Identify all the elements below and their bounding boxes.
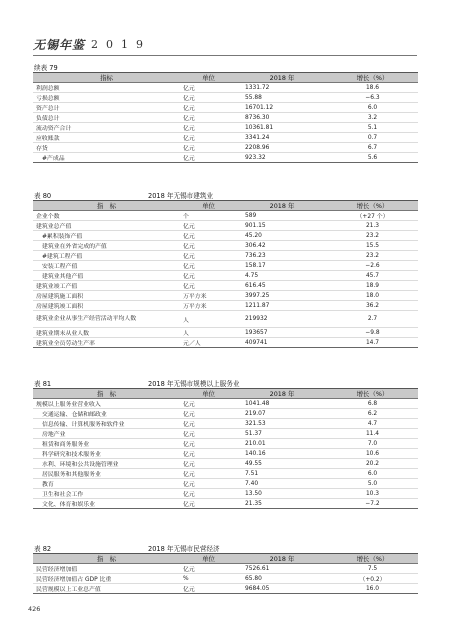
- value-cell: 55.88: [237, 93, 327, 103]
- indicator-column-header: 指 标: [33, 554, 180, 564]
- indicator-cell: 民营经济增加值: [33, 564, 180, 574]
- indicator-cell: 信息传输、计算机服务和软件业: [33, 419, 180, 429]
- growth-column-header: 增长（%）: [327, 389, 418, 399]
- indicator-cell: 安装工程产值: [33, 261, 180, 271]
- growth-cell: 15.5: [327, 241, 418, 251]
- unit-cell: 亿元: [180, 459, 237, 469]
- unit-cell: 亿元: [180, 143, 237, 153]
- indicator-cell: 卫生和社会工作: [33, 489, 180, 499]
- value-cell: 7.51: [237, 469, 327, 479]
- table-header-row: [33, 73, 418, 83]
- indicator-cell: 建筑业其他产值: [33, 271, 180, 281]
- indicator-cell: #累积装饰产值: [33, 231, 180, 241]
- unit-cell: 万平方米: [180, 301, 237, 311]
- table-title: 2018 年无锡市建筑业: [148, 192, 214, 200]
- unit-cell: 亿元: [180, 489, 237, 499]
- indicator-cell: 建筑业总产值: [33, 221, 180, 231]
- unit-cell: 亿元: [180, 469, 237, 479]
- yearbook-title: 无锡年鉴: [33, 37, 86, 52]
- table-row: [33, 143, 418, 153]
- value-cell: 45.20: [237, 231, 327, 241]
- table-row: [33, 311, 418, 328]
- table-title: 2018 年无锡市民营经济: [148, 545, 220, 553]
- growth-cell: 36.2: [327, 301, 418, 311]
- growth-cell: 5.6: [327, 153, 418, 163]
- growth-cell: 18.6: [327, 83, 418, 93]
- unit-cell: 亿元: [180, 83, 237, 93]
- growth-cell: 10.3: [327, 489, 418, 499]
- unit-cell: 亿元: [180, 251, 237, 261]
- growth-cell: （+27 个）: [327, 211, 418, 221]
- growth-cell: −7.2: [327, 499, 418, 509]
- table-row: [33, 419, 418, 429]
- unit-cell: 亿元: [180, 564, 237, 574]
- table-row: [33, 153, 418, 163]
- indicator-column-header: 指标: [33, 73, 180, 83]
- unit-cell: 个: [180, 211, 237, 221]
- unit-cell: 亿元: [180, 93, 237, 103]
- value-column-header: 2018 年: [237, 201, 327, 211]
- growth-cell: 23.2: [327, 231, 418, 241]
- growth-cell: 7.0: [327, 439, 418, 449]
- unit-cell: 亿元: [180, 281, 237, 291]
- value-cell: 16701.12: [237, 103, 327, 113]
- indicator-cell: 民营经济增加值占 GDP 比重: [33, 574, 180, 584]
- indicator-cell: 利润总额: [33, 83, 180, 93]
- table-row: [33, 261, 418, 271]
- growth-cell: 11.4: [327, 429, 418, 439]
- table-number: 续表 79: [34, 64, 58, 72]
- value-cell: 9684.05: [237, 584, 327, 594]
- unit-cell: 人: [180, 311, 237, 328]
- unit-cell: 亿元: [180, 153, 237, 163]
- value-cell: 49.55: [237, 459, 327, 469]
- unit-column-header: 单位: [180, 201, 237, 211]
- value-cell: 589: [237, 211, 327, 221]
- indicator-cell: #建筑工程产值: [33, 251, 180, 261]
- value-cell: 306.42: [237, 241, 327, 251]
- indicator-cell: 应收账款: [33, 133, 180, 143]
- table-row: [33, 301, 418, 311]
- growth-cell: 6.0: [327, 103, 418, 113]
- value-column-header: 2018 年: [237, 73, 327, 83]
- unit-cell: 亿元: [180, 231, 237, 241]
- growth-cell: 5.0: [327, 479, 418, 489]
- table-header-row: [33, 201, 418, 211]
- table-number: 表 81: [34, 380, 52, 388]
- value-column-header: 2018 年: [237, 389, 327, 399]
- indicator-cell: 建筑业在外省完成的产值: [33, 241, 180, 251]
- value-cell: 7.40: [237, 479, 327, 489]
- value-cell: 8736.30: [237, 113, 327, 123]
- value-cell: 321.53: [237, 419, 327, 429]
- growth-cell: 6.2: [327, 409, 418, 419]
- yearbook-year: 2019: [91, 37, 152, 51]
- table-row: [33, 584, 418, 594]
- unit-cell: 亿元: [180, 103, 237, 113]
- indicator-cell: 水利、环境和公共设施管理业: [33, 459, 180, 469]
- value-cell: 1041.48: [237, 399, 327, 409]
- value-cell: 219932: [237, 311, 327, 328]
- table-row: [33, 241, 418, 251]
- table-row: [33, 459, 418, 469]
- growth-cell: 18.0: [327, 291, 418, 301]
- indicator-cell: 民营规模以上工业总产值: [33, 584, 180, 594]
- indicator-cell: 交通运输、仓储和邮政业: [33, 409, 180, 419]
- value-cell: 7526.61: [237, 564, 327, 574]
- growth-column-header: 增长（%）: [327, 554, 418, 564]
- table-title: 2018 年无锡市规模以上服务业: [148, 380, 240, 388]
- growth-cell: 0.7: [327, 133, 418, 143]
- growth-cell: −2.6: [327, 261, 418, 271]
- table-row: [33, 449, 418, 459]
- table-row: [33, 291, 418, 301]
- growth-cell: 7.5: [327, 564, 418, 574]
- indicator-cell: 居民服务和其他服务业: [33, 469, 180, 479]
- table-row: [33, 211, 418, 221]
- indicator-cell: 房地产业: [33, 429, 180, 439]
- value-cell: 193657: [237, 328, 327, 338]
- growth-cell: −6.3: [327, 93, 418, 103]
- value-cell: 923.32: [237, 153, 327, 163]
- value-cell: 219.07: [237, 409, 327, 419]
- unit-cell: 亿元: [180, 123, 237, 133]
- unit-cell: 亿元: [180, 499, 237, 509]
- indicator-cell: 教育: [33, 479, 180, 489]
- indicator-cell: 企业个数: [33, 211, 180, 221]
- unit-cell: 亿元: [180, 584, 237, 594]
- table-row: [33, 328, 418, 338]
- indicator-cell: 建筑业企业从事生产经营活动平均人数: [33, 311, 180, 328]
- value-cell: 736.23: [237, 251, 327, 261]
- unit-cell: 亿元: [180, 409, 237, 419]
- indicator-cell: 资产总计: [33, 103, 180, 113]
- indicator-column-header: 指 标: [33, 201, 180, 211]
- table-row: [33, 564, 418, 574]
- value-column-header: 2018 年: [237, 554, 327, 564]
- table-row: [33, 103, 418, 113]
- table-row: [33, 574, 418, 584]
- table-row: [33, 479, 418, 489]
- unit-cell: 亿元: [180, 261, 237, 271]
- table-row: [33, 123, 418, 133]
- table-row: [33, 429, 418, 439]
- value-cell: 2208.96: [237, 143, 327, 153]
- value-cell: 3341.24: [237, 133, 327, 143]
- growth-cell: 16.0: [327, 584, 418, 594]
- value-cell: 1331.72: [237, 83, 327, 93]
- table-row: [33, 469, 418, 479]
- indicator-cell: 流动资产合计: [33, 123, 180, 133]
- table-row: [33, 251, 418, 261]
- table-number: 表 80: [34, 192, 52, 200]
- growth-cell: 21.3: [327, 221, 418, 231]
- table-row: [33, 409, 418, 419]
- statistics-table: [33, 200, 418, 348]
- table-row: [33, 231, 418, 241]
- value-cell: 4.75: [237, 271, 327, 281]
- table-row: [33, 489, 418, 499]
- value-cell: 901.15: [237, 221, 327, 231]
- value-cell: 65.80: [237, 574, 327, 584]
- page-number: 426: [28, 605, 41, 613]
- growth-cell: 23.2: [327, 251, 418, 261]
- unit-cell: 亿元: [180, 271, 237, 281]
- unit-cell: 亿元: [180, 133, 237, 143]
- value-cell: 616.45: [237, 281, 327, 291]
- value-cell: 21.35: [237, 499, 327, 509]
- table-row: [33, 439, 418, 449]
- indicator-cell: 负债总计: [33, 113, 180, 123]
- growth-cell: 5.1: [327, 123, 418, 133]
- growth-cell: 18.9: [327, 281, 418, 291]
- value-cell: 3997.25: [237, 291, 327, 301]
- header-rule: [33, 55, 417, 56]
- indicator-cell: 建筑业全员劳动生产率: [33, 338, 180, 348]
- unit-column-header: 单位: [180, 389, 237, 399]
- table-row: [33, 83, 418, 93]
- indicator-cell: 文化、体育和娱乐业: [33, 499, 180, 509]
- table-row: [33, 271, 418, 281]
- value-cell: 1211.87: [237, 301, 327, 311]
- table-header-row: [33, 554, 418, 564]
- unit-column-header: 单位: [180, 554, 237, 564]
- unit-cell: 亿元: [180, 419, 237, 429]
- value-cell: 51.37: [237, 429, 327, 439]
- growth-cell: 3.2: [327, 113, 418, 123]
- table-row: [33, 221, 418, 231]
- growth-cell: 14.7: [327, 338, 418, 348]
- table-row: [33, 499, 418, 509]
- indicator-cell: 建筑业竣工产值: [33, 281, 180, 291]
- value-cell: 158.17: [237, 261, 327, 271]
- unit-cell: 亿元: [180, 221, 237, 231]
- table-number: 表 82: [34, 545, 52, 553]
- unit-cell: 亿元: [180, 479, 237, 489]
- unit-column-header: 单位: [180, 73, 237, 83]
- indicator-cell: 建筑业期末从业人数: [33, 328, 180, 338]
- growth-column-header: 增长（%）: [327, 201, 418, 211]
- growth-cell: （+0.2）: [327, 574, 418, 584]
- unit-cell: 元／人: [180, 338, 237, 348]
- growth-cell: 6.7: [327, 143, 418, 153]
- indicator-cell: 租赁和商务服务业: [33, 439, 180, 449]
- growth-cell: −9.8: [327, 328, 418, 338]
- growth-column-header: 增长（%）: [327, 73, 418, 83]
- value-cell: 409741: [237, 338, 327, 348]
- statistics-table: [33, 72, 418, 163]
- unit-cell: 亿元: [180, 241, 237, 251]
- table-row: [33, 113, 418, 123]
- running-header: [33, 36, 151, 52]
- unit-cell: 人: [180, 328, 237, 338]
- unit-cell: 亿元: [180, 439, 237, 449]
- growth-cell: 6.8: [327, 399, 418, 409]
- unit-cell: 亿元: [180, 449, 237, 459]
- table-row: [33, 133, 418, 143]
- growth-cell: 4.7: [327, 419, 418, 429]
- unit-cell: 亿元: [180, 113, 237, 123]
- indicator-cell: 亏损总额: [33, 93, 180, 103]
- indicator-cell: 科学研究和技术服务业: [33, 449, 180, 459]
- unit-cell: 亿元: [180, 429, 237, 439]
- statistics-table: [33, 388, 418, 509]
- table-row: [33, 399, 418, 409]
- value-cell: 210.01: [237, 439, 327, 449]
- table-header-row: [33, 389, 418, 399]
- growth-cell: 2.7: [327, 311, 418, 328]
- indicator-cell: 房屋建筑竣工面积: [33, 301, 180, 311]
- unit-cell: 万平方米: [180, 291, 237, 301]
- indicator-column-header: 指 标: [33, 389, 180, 399]
- unit-cell: 亿元: [180, 399, 237, 409]
- growth-cell: 6.0: [327, 469, 418, 479]
- indicator-cell: 规模以上服务业营业收入: [33, 399, 180, 409]
- table-row: [33, 93, 418, 103]
- value-cell: 140.16: [237, 449, 327, 459]
- value-cell: 13.50: [237, 489, 327, 499]
- growth-cell: 20.2: [327, 459, 418, 469]
- indicator-cell: 房屋建筑施工面积: [33, 291, 180, 301]
- table-row: [33, 281, 418, 291]
- growth-cell: 45.7: [327, 271, 418, 281]
- growth-cell: 10.6: [327, 449, 418, 459]
- indicator-cell: 存货: [33, 143, 180, 153]
- value-cell: 10361.81: [237, 123, 327, 133]
- statistics-table: [33, 553, 418, 594]
- indicator-cell: #产成品: [33, 153, 180, 163]
- unit-cell: %: [180, 574, 237, 584]
- table-row: [33, 338, 418, 348]
